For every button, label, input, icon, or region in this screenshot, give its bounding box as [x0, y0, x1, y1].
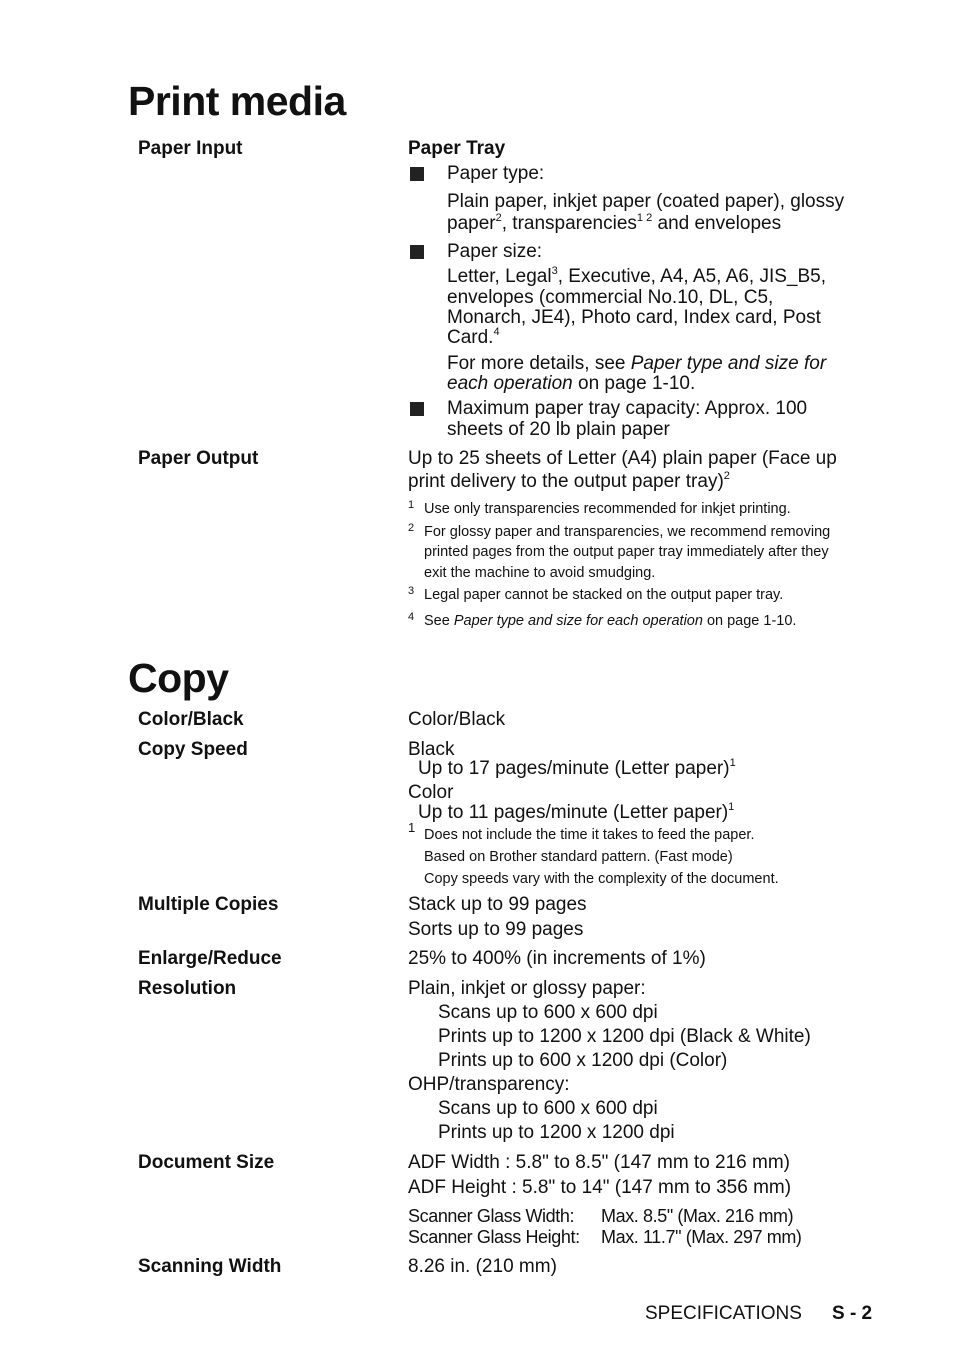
res-ohp: OHP/transparency: [408, 1074, 570, 1095]
res-print-2: Prints up to 600 x 1200 dpi (Color) [438, 1050, 728, 1071]
speed-note-1: Does not include the time it takes to feed the paper. [424, 827, 755, 843]
details-line2: each operation on page 1-10. [447, 373, 696, 394]
note-number: 1 [408, 820, 416, 835]
footnote-2a: For glossy paper and transparencies, we recommend removing [424, 524, 831, 540]
paper-size-line2: envelopes (commercial No.10, DL, C5, [447, 287, 774, 308]
glass-width-label: Scanner Glass Width: [408, 1206, 575, 1226]
paper-tray-label: Paper Tray [408, 138, 506, 159]
glass-width-value: Max. 8.5" (Max. 216 mm) [601, 1206, 794, 1226]
print-media-title: Print media [128, 78, 346, 124]
bullet-icon [410, 245, 424, 259]
footer-section: SPECIFICATIONS [645, 1303, 802, 1324]
scanning-width-label: Scanning Width [138, 1256, 282, 1277]
output-line1: Up to 25 sheets of Letter (A4) plain paper (Face up [408, 448, 837, 469]
enlarge-reduce-value: 25% to 400% (in increments of 1%) [408, 948, 706, 969]
paper-type-line1: Plain paper, inkjet paper (coated paper), glossy [447, 191, 845, 212]
capacity-line2: sheets of 20 lb plain paper [447, 419, 670, 440]
adf-width: ADF Width : 5.8" to 8.5" (147 mm to 216 mm) [408, 1152, 791, 1173]
copy-title: Copy [128, 655, 229, 701]
footnote-1: Use only transparencies recommended for inkjet printing. [424, 501, 791, 517]
glass-height-label: Scanner Glass Height: [408, 1227, 580, 1247]
color-black-value: Color/Black [408, 709, 506, 730]
res-print-3: Prints up to 1200 x 1200 dpi [438, 1122, 675, 1143]
color-black-label: Color/Black [138, 709, 244, 730]
sorts-value: Sorts up to 99 pages [408, 919, 584, 940]
paper-size-line4: Card.$^4$ [447, 326, 500, 348]
footnote-number: 1 [408, 499, 415, 511]
color-speed: Up to 11 pages/minute (Letter paper)$^1$ [418, 801, 735, 823]
page-number: S - 2 [832, 1303, 873, 1324]
stack-value: Stack up to 99 pages [408, 894, 587, 915]
paper-size-label: Paper size: [447, 241, 543, 262]
footnote-number: 2 [408, 522, 415, 534]
footnote-4: See Paper type and size for each operation on page 1-10. [424, 613, 797, 629]
black-label: Black [408, 739, 455, 760]
paper-input-label: Paper Input [138, 138, 243, 159]
footnote-number: 4 [408, 611, 415, 623]
footnote-2c: exit the machine to avoid smudging. [424, 565, 656, 581]
paper-size-line3: Monarch, JE4), Photo card, Index card, Post [447, 307, 821, 328]
speed-note-2: Based on Brother standard pattern. (Fast mode) [424, 849, 733, 865]
adf-height: ADF Height : 5.8" to 14" (147 mm to 356 mm) [408, 1177, 792, 1198]
multiple-copies-label: Multiple Copies [138, 894, 279, 915]
details-line1: For more details, see Paper type and size for [447, 353, 827, 374]
paper-type-label: Paper type: [447, 163, 545, 184]
paper-output-label: Paper Output [138, 448, 259, 469]
paper-type-line2: paper$^2$, transparencies$^{1 2}$ and envelopes [447, 212, 782, 234]
capacity-line1: Maximum paper tray capacity: Approx. 100 [447, 398, 808, 419]
bullet-icon [410, 167, 424, 181]
copy-speed-label: Copy Speed [138, 739, 248, 760]
output-line2: print delivery to the output paper tray)$^2$ [408, 470, 730, 492]
black-speed: Up to 17 pages/minute (Letter paper)$^1$ [418, 757, 736, 779]
footnote-2b: printed pages from the output paper tray immediately after they [424, 544, 829, 560]
enlarge-reduce-label: Enlarge/Reduce [138, 948, 282, 969]
speed-note-3: Copy speeds vary with the complexity of the document. [424, 871, 779, 887]
footnote-number: 3 [408, 585, 415, 597]
scanning-width-value: 8.26 in. (210 mm) [408, 1256, 557, 1277]
res-scan-2: Scans up to 600 x 600 dpi [438, 1098, 658, 1119]
glass-height-value: Max. 11.7" (Max. 297 mm) [601, 1227, 802, 1247]
bullet-icon [410, 402, 424, 416]
footnote-3: Legal paper cannot be stacked on the output paper tray. [424, 587, 784, 603]
document-size-label: Document Size [138, 1152, 275, 1173]
res-scan-1: Scans up to 600 x 600 dpi [438, 1002, 658, 1023]
paper-size-line1: Letter, Legal$^3$, Executive, A4, A5, A6, JIS_B5, [447, 265, 826, 287]
color-label: Color [408, 782, 454, 803]
resolution-label: Resolution [138, 978, 237, 999]
res-plain: Plain, inkjet or glossy paper: [408, 978, 646, 999]
res-print-1: Prints up to 1200 x 1200 dpi (Black & White) [438, 1026, 811, 1047]
